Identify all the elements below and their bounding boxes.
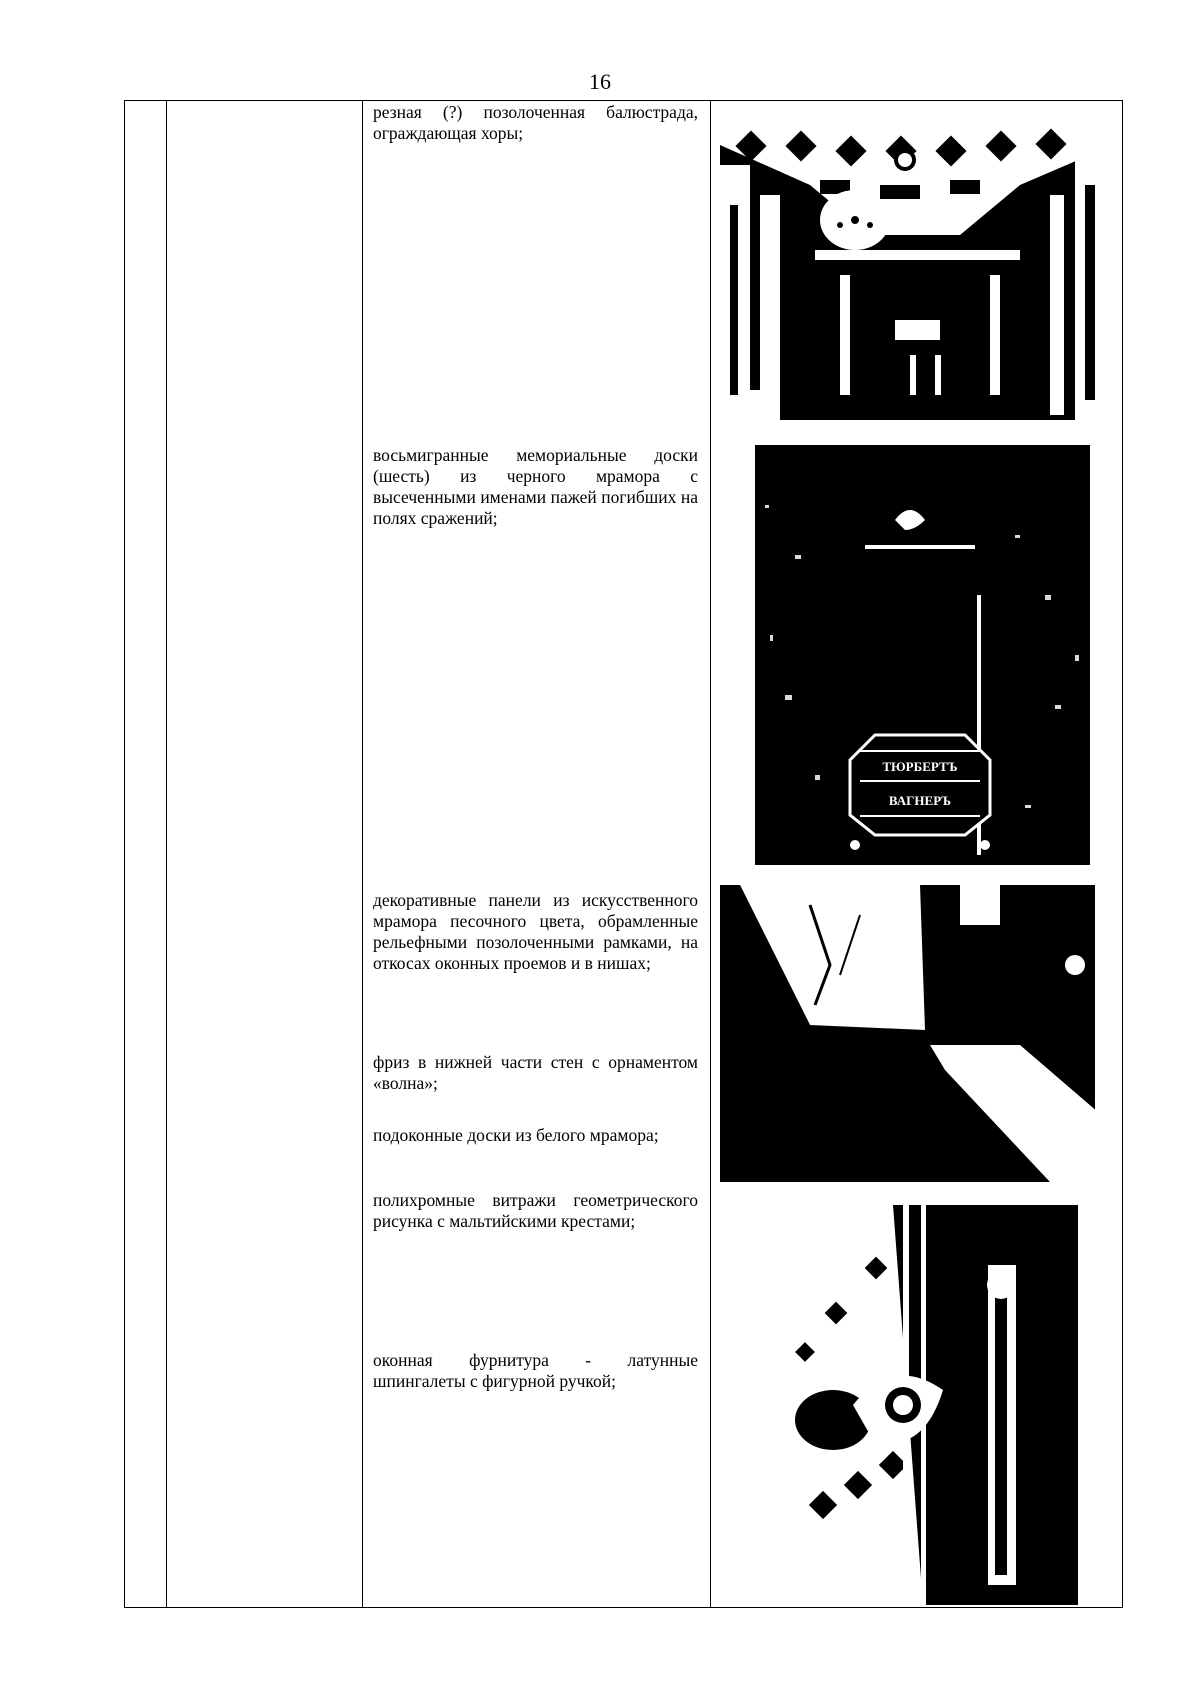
item-text-windowsill: подоконные доски из белого мрамора; <box>373 1125 659 1145</box>
photo-balustrade <box>720 125 1113 420</box>
plaque-name-2: ВАГНЕРЪ <box>888 793 952 808</box>
table-column-divider-2 <box>362 100 363 1608</box>
item-text-decorative-panels: декоративные панели из искусственного мрамора песочного цвета, обрамленные рельефными позолоченными рамками, на откосах оконных проемов и в нишах; <box>373 890 698 973</box>
photo-memorial-plaque <box>755 445 1090 865</box>
item-text-window-hardware: оконная фурнитура - латунные шпингалеты с фигурной ручкой; <box>373 1350 698 1391</box>
photo-stained-glass <box>773 1205 1078 1605</box>
item-text-stained-glass: полихромные витражи геометрического рисунка с мальтийскими крестами; <box>373 1190 698 1231</box>
item-text-frieze: фриз в нижней части стен с орнаментом «волна»; <box>373 1052 698 1093</box>
plaque-name-1: ТЮРБЕРТЪ <box>882 759 958 774</box>
table-column-divider-3 <box>710 100 711 1608</box>
item-text-balustrade: резная (?) позолоченная балюстрада, ограждающая хоры; <box>373 102 698 143</box>
page-number: 16 <box>589 69 611 94</box>
table-column-divider-1 <box>166 100 167 1608</box>
photo-marble-panel <box>720 885 1113 1182</box>
item-text-memorial-plaques: восьмигранные мемориальные доски (шесть) из черного мрамора с высеченными именами пажей погибших на полях сражений; <box>373 445 698 528</box>
